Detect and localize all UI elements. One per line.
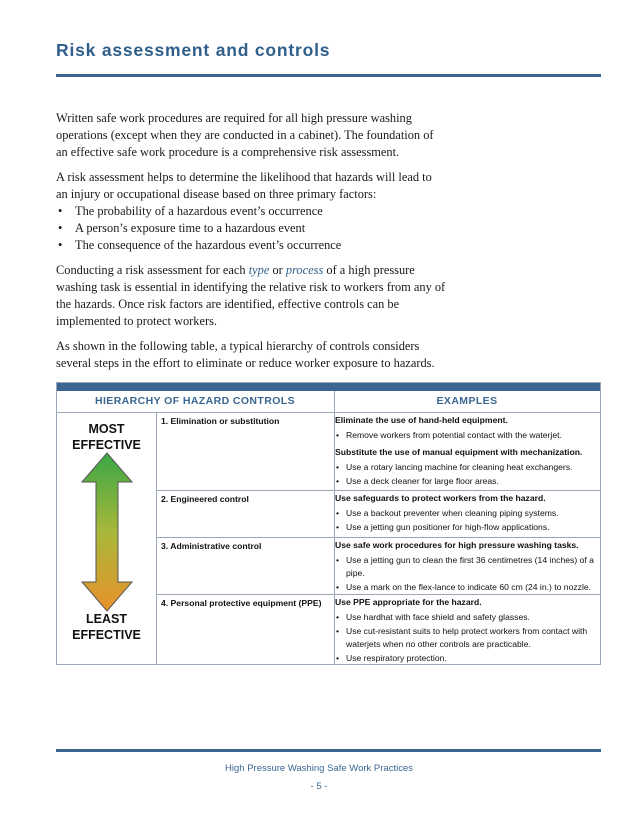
list-item: • Use hardhat with face shield and safety glasses. xyxy=(335,611,597,624)
intro-text xyxy=(56,110,446,380)
list-item: • The probability of a hazardous event’s occurrence xyxy=(56,203,446,220)
effective-label: EFFECTIVE xyxy=(72,438,141,452)
example-heading: Use safe work procedures for high pressure washing tasks. xyxy=(335,540,579,550)
example-list xyxy=(335,429,597,442)
control-administrative: 3. Administrative control xyxy=(161,541,262,551)
example-heading: Substitute the use of manual equipment with mechanization. xyxy=(335,447,583,457)
example-heading: Eliminate the use of hand-held equipment. xyxy=(335,415,508,425)
emphasis-process: process xyxy=(285,263,324,277)
examples-ppe xyxy=(335,596,597,669)
intro-paragraph-2 xyxy=(56,169,446,203)
examples-administrative xyxy=(335,539,597,598)
table-divider xyxy=(156,412,157,664)
most-effective-label xyxy=(57,421,156,453)
list-item: • Use a jetting gun positioner for high-flow applications. xyxy=(335,521,597,534)
effectiveness-arrow-icon xyxy=(81,452,133,612)
paragraph-text: or xyxy=(269,263,286,277)
paragraph-text: Conducting a risk assessment for each xyxy=(56,263,249,277)
intro-paragraph-4: As shown in the following table, a typical hierarchy of controls considers several steps in the effort to eliminate or reduce worker exposure to hazards. xyxy=(56,339,435,370)
example-heading: Use PPE appropriate for the hazard. xyxy=(335,597,482,607)
list-item: • Use a jetting gun to clean the first 36 centimetres (14 inches) of a pipe. xyxy=(335,554,597,580)
list-item: • Use respiratory protection. xyxy=(335,652,597,665)
list-item: • The consequence of the hazardous event’s occurrence xyxy=(56,237,446,254)
list-item: • A person’s exposure time to a hazardous event xyxy=(56,220,446,237)
header-hierarchy: HIERARCHY OF HAZARD CONTROLS xyxy=(94,395,295,407)
example-list xyxy=(335,461,597,488)
example-list xyxy=(335,507,597,534)
example-list xyxy=(335,554,597,594)
intro-paragraph-1: Written safe work procedures are required for all high pressure washing operations (except when they are conducted in a cabinet). The foundation of an effective safe work procedure is a comprehensive risk assessment. xyxy=(56,111,434,159)
control-ppe: 4. Personal protective equipment (PPE) xyxy=(161,598,322,608)
example-list xyxy=(335,611,597,665)
least-effective-label xyxy=(57,611,156,643)
page-number: - 5 - xyxy=(310,781,328,792)
most-label: MOST xyxy=(88,422,125,436)
hierarchy-of-controls-table xyxy=(56,382,601,665)
paragraph-text: of a high pressure washing task is essential in identifying the relative risk to workers from any of the hazards. Once risk factors are identified, effective controls can be implemented to protect workers. xyxy=(56,263,446,328)
list-item: • Use a mark on the flex-lance to indicate 60 cm (24 in.) to nozzle. xyxy=(335,581,597,594)
list-item: • Use a rotary lancing machine for cleaning heat exchangers. xyxy=(335,461,597,474)
examples-elimination xyxy=(335,414,597,492)
list-item: • Use a backout preventer when cleaning piping systems. xyxy=(335,507,597,520)
intro-paragraph-2-text: A risk assessment helps to determine the likelihood that hazards will lead to an injury or occupational disease based on three primary factors: xyxy=(56,170,432,201)
footer-rule xyxy=(56,749,601,752)
header-rule xyxy=(56,74,601,77)
table-header-band xyxy=(57,383,600,391)
risk-factor-list xyxy=(56,203,446,254)
table-divider xyxy=(57,412,600,413)
emphasis-type: type xyxy=(248,263,270,277)
least-label: LEAST xyxy=(86,612,127,626)
effective-label: EFFECTIVE xyxy=(72,628,141,642)
control-engineered: 2. Engineered control xyxy=(161,494,249,504)
header-examples: EXAMPLES xyxy=(436,395,498,407)
examples-engineered xyxy=(335,492,597,538)
page-title: Risk assessment and controls xyxy=(56,40,331,60)
list-item: • Use a deck cleaner for large floor areas. xyxy=(335,475,597,488)
footer-document-title: High Pressure Washing Safe Work Practices xyxy=(225,763,413,774)
list-item: • Remove workers from potential contact with the waterjet. xyxy=(335,429,597,442)
intro-paragraph-3 xyxy=(56,262,446,330)
list-item: • Use cut-resistant suits to help protect workers from contact with waterjets when no other controls are practicable. xyxy=(335,625,597,651)
control-elimination: 1. Elimination or substitution xyxy=(161,416,280,426)
example-heading: Use safeguards to protect workers from the hazard. xyxy=(335,493,546,503)
